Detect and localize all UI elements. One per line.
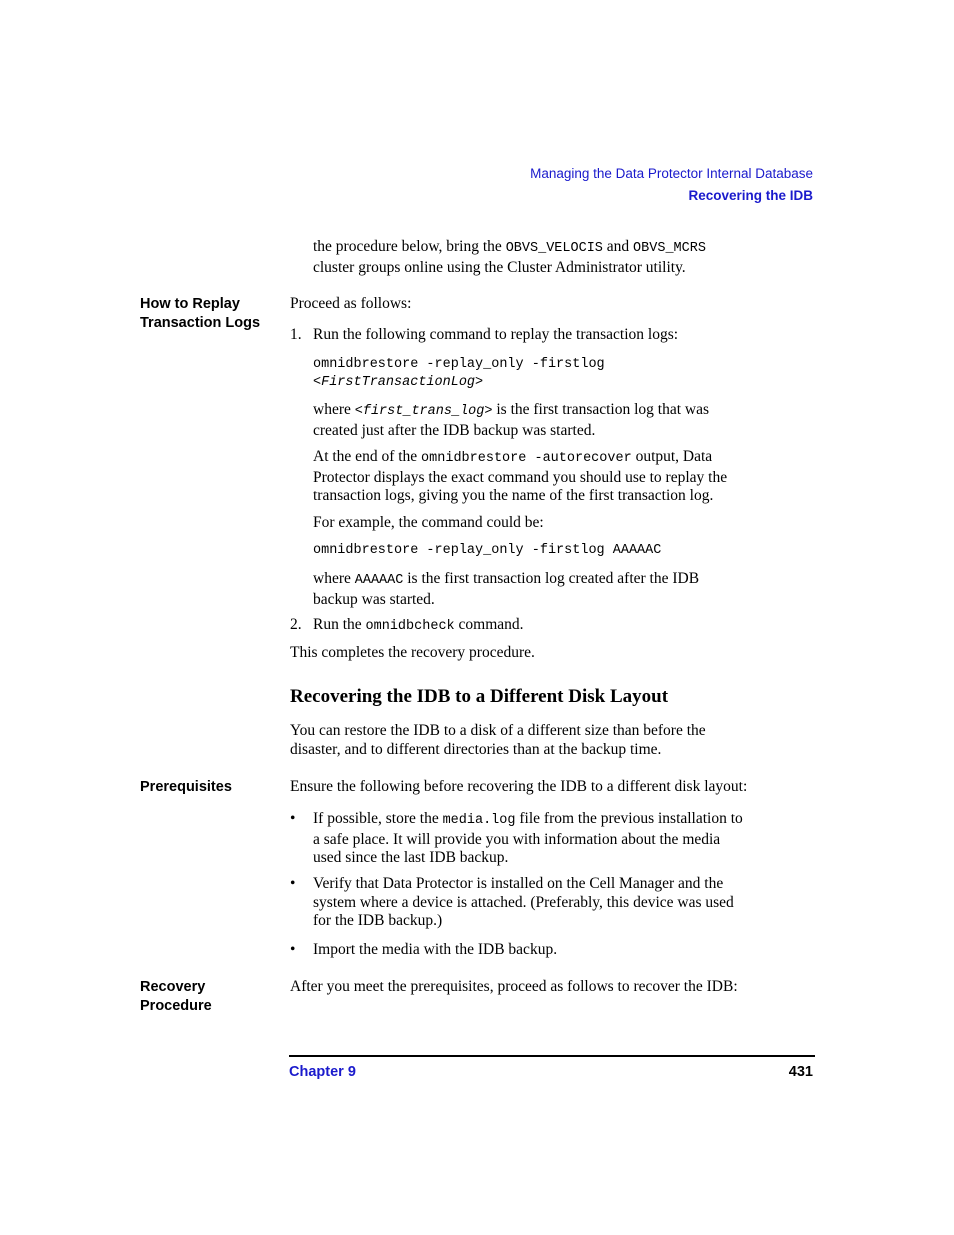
bullet-3-marker: • — [290, 941, 296, 958]
running-header-section: Recovering the IDB — [688, 188, 813, 203]
footer-chapter: Chapter 9 — [289, 1064, 356, 1080]
prerequisites-intro: Ensure the following before recovering the IDB to a different disk layout: — [290, 778, 748, 795]
section-heading: Recovering the IDB to a Different Disk Layout — [290, 686, 669, 707]
example-text: For example, the command could be: — [313, 514, 544, 531]
step-2-text: Run the omnidbcheck command. — [313, 616, 524, 634]
side-heading-replay: How to Replay Transaction Logs — [140, 296, 261, 331]
running-header-chapter: Managing the Data Protector Internal Database — [530, 166, 813, 181]
autorecover-paragraph: At the end of the omnidbrestore -autorecover output, Data Protector displays the exact command you should use to replay the transaction logs, giving you the name of the first transaction log. — [313, 448, 728, 504]
intro-paragraph: the procedure below, bring the OBVS_VELOCIS and OBVS_MCRS cluster groups online using the Cluster Administrator utility. — [313, 238, 706, 276]
command-block-1: omnidbrestore -replay_only -firstlog <FirstTransactionLog> — [313, 357, 605, 390]
bullet-1-text: If possible, store the media.log file from the previous installation to a safe place. It will provide you with information about the media used since the last IDB backup. — [313, 810, 743, 866]
bullet-2-text: Verify that Data Protector is installed on the Cell Manager and the system where a device is attached. (Preferably, this device was used for the IDB backup.) — [313, 875, 734, 929]
where-paragraph-2: where AAAAAC is the first transaction log created after the IDB backup was started. — [313, 570, 700, 608]
completes-text: This completes the recovery procedure. — [290, 644, 535, 661]
footer-page-number: 431 — [788, 1064, 813, 1080]
footer-rule — [289, 1055, 815, 1057]
side-heading-prerequisites: Prerequisites — [140, 779, 232, 795]
step-1-number: 1. — [290, 326, 302, 343]
command-block-2: omnidbrestore -replay_only -firstlog AAAAAC — [313, 543, 662, 558]
bullet-1-marker: • — [290, 810, 296, 827]
where-paragraph-1: where <first_trans_log> is the first transaction log that was created just after the IDB backup was started. — [313, 401, 710, 439]
recovery-text: After you meet the prerequisites, proceed as follows to recover the IDB: — [290, 978, 738, 995]
bullet-3-text: Import the media with the IDB backup. — [313, 941, 558, 958]
step-1-text: Run the following command to replay the transaction logs: — [313, 326, 679, 343]
proceed-text: Proceed as follows: — [290, 295, 412, 312]
side-heading-recovery: Recovery Procedure — [140, 979, 212, 1014]
bullet-2-marker: • — [290, 875, 296, 892]
section-paragraph: You can restore the IDB to a disk of a different size than before the disaster, and to different directories than at the backup time. — [290, 722, 706, 758]
step-2-number: 2. — [290, 616, 302, 633]
